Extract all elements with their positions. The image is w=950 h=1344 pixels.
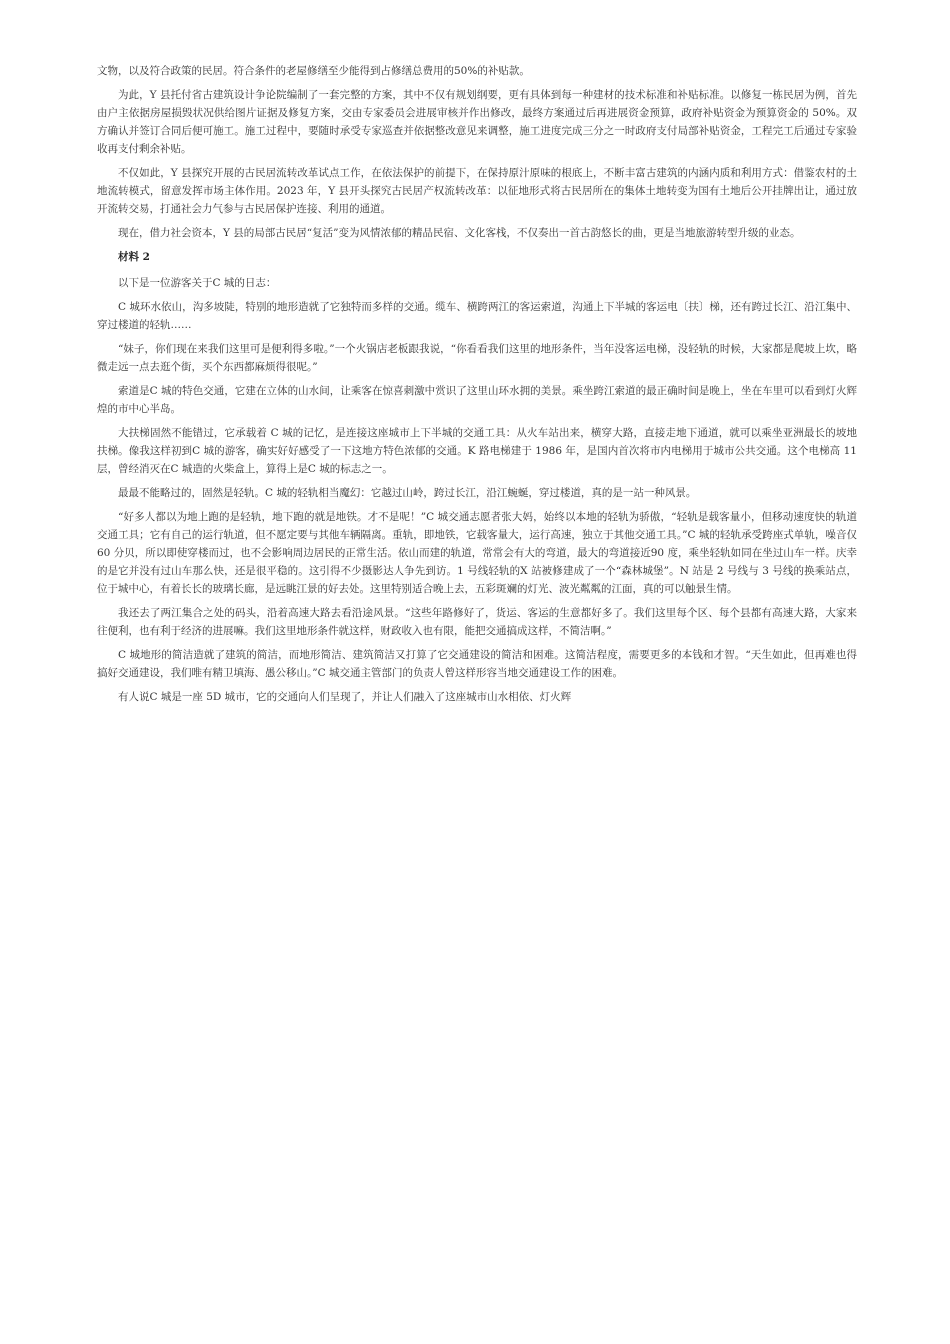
paragraph-0: 文物，以及符合政策的民居。符合条件的老屋修缮至少能得到占修缮总费用的50%的补贴款。	[97, 65, 530, 77]
paragraph-13: 有人说C 城是一座 5D 城市，它的交通向人们呈现了，并让人们融入了这座城市山水相依、灯火辉	[118, 691, 572, 703]
paragraph-11: 我还去了两江集合之处的码头，沿着高速大路去看沿途风景。“这些年路修好了，货运、客运的生意都好多了。我们这里每个区、每个县都有高速大路，大家来往便利，也有利于经济的进展嘛。我们这里地形条件就这样，财政收入也有限，能把交通搞成这样，不简洁啊。”	[97, 607, 857, 637]
paragraph-1: 为此，Y 县托付省古建筑设计争论院编制了一套完整的方案，其中不仅有规划纲要，更有具体到每一种建材的技术标准和补贴标准。以修复一栋民居为例，首先由户主依据房屋损毁状况供给图片证据及修复方案，交由专家委员会进展审核并作出修改，最终方案通过后再进展资金预算，政府补贴资金为预算资金的 50%。双方确认并签订合同后便可施工。施工过程中，要随时承受专家巡查并依据整改意见来调整，施工进度完成三分之一时政府支付局部补贴资金，工程完工后通过专家验收再支付剩余补贴。	[97, 89, 857, 155]
paragraph-9: 最最不能略过的，固然是轻轨。C 城的轻轨相当魔幻：它越过山岭，跨过长江，沿江蜿蜒，穿过楼道，真的是一站一种风景。	[118, 487, 697, 499]
paragraph-6: “妹子，你们现在来我们这里可是便利得多啦。”一个火锅店老板跟我说，“你看看我们这里的地形条件，当年没客运电梯，没轻轨的时候，大家都是爬坡上坎，略微走远一点去逛个街，买个东西都麻烦得很呢。”	[97, 343, 857, 373]
paragraph-5: C 城环水依山，沟多坡陡，特别的地形造就了它独特而多样的交通。缆车、横跨两江的客运索道，沟通上下半城的客运电〔扶〕梯，还有跨过长江、沿江集中、穿过楼道的轻轨……	[97, 301, 857, 331]
paragraph-8: 大扶梯固然不能错过，它承载着 C 城的记忆，是连接这座城市上下半城的交通工具：从火车站出来，横穿大路，直接走地下通道，就可以乘坐亚洲最长的坡地扶梯。像我这样初到C 城的游客，确实好好感受了一下这地方特色浓郁的交通。K 路电梯建于 1986 年，是国内首次将市内电梯用于城市公共交通。这个电梯高 11 层，曾经消灭在C 城造的火柴盒上，算得上是C 城的标志之一。	[97, 427, 857, 475]
paragraph-12: C 城地形的简洁造就了建筑的简洁，而地形简洁、建筑简洁又打算了它交通建设的简洁和困难。这简洁程度，需要更多的本钱和才智。“天生如此，但再难也得搞好交通建设，我们唯有精卫填海、愚公移山。”C 城交通主管部门的负责人曾这样形容当地交通建设工作的困难。	[97, 649, 857, 679]
paragraph-4: 以下是一位游客关于C 城的日志：	[118, 277, 277, 289]
paragraph-2: 不仅如此，Y 县探究开展的古民居流转改革试点工作，在依法保护的前提下，在保持原汁原味的根底上，不断丰富古建筑的内涵内质和利用方式：借鉴农村的土地流转模式，留意发挥市场主体作用。2023 年，Y 县开头探究古民居产权流转改革：以征地形式将古民居所在的集体土地转变为国有土地后公开挂牌出让，通过放开流转交易，打通社会力气参与古民居保护连接、利用的通道。	[97, 167, 857, 215]
paragraph-7: 索道是C 城的特色交通，它建在立体的山水间，让乘客在惊喜刺激中赏识了这里山环水拥的美景。乘坐跨江索道的最正确时间是晚上，坐在车里可以看到灯火辉煌的市中心半岛。	[97, 385, 857, 415]
paragraph-10: “好多人都以为地上跑的是轻轨，地下跑的就是地铁。才不是呢！”C 城交通志愿者张大妈，始终以本地的轻轨为骄傲，“轻轨是载客量小，但移动速度快的轨道交通工具；它有自己的运行轨道，但不愿定要与其他车辆隔离。重轨，即地铁，它载客量大，运行高速，独立于其他交通工具。”C 城的轻轨承受跨座式单轨，噪音仅 60 分贝，所以即使穿楼而过，也不会影响周边居民的正常生活。依山而建的轨道，常常会有大的弯道，最大的弯道接近90 度，乘坐轻轨如同在坐过山车一样。庆幸的是它并没有过山车那么快，还是很平稳的。这引得不少摄影达人争先到访。1 号线轻轨的X 站被修建成了一个“森林城堡”。N 站是 2 号线与 3 号线的换乘站点，位于城中心，有着长长的玻璃长廊，是远眺江景的好去处。这里特别适合晚上去，五彩斑斓的灯光、波光粼粼的江面，真的可以触景生情。	[97, 511, 857, 595]
paragraph-3: 现在，借力社会资本，Y 县的局部古民居“复活”变为风情浓郁的精品民宿、文化客栈，不仅奏出一首古韵悠长的曲，更是当地旅游转型升级的业态。	[118, 227, 801, 239]
section-heading-material-2: 材料 2	[118, 251, 150, 263]
document-page	[97, 62, 857, 712]
